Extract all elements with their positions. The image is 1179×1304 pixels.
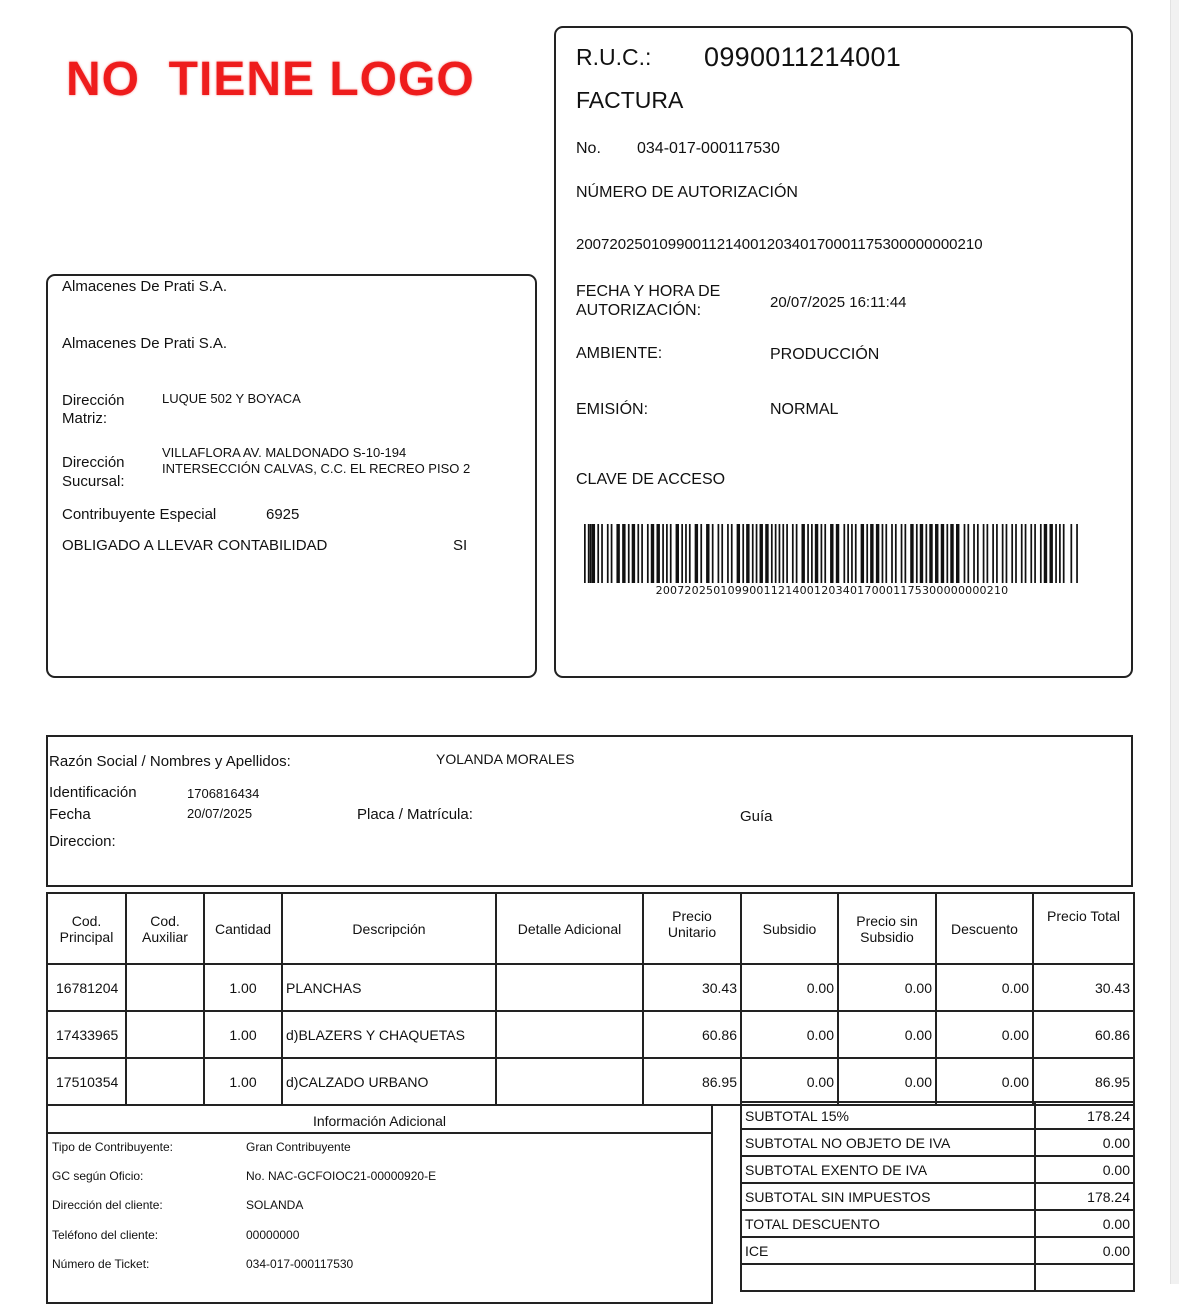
info-label-gc-office: GC según Oficio: (52, 1169, 144, 1183)
info-label-client-address: Dirección del cliente: (52, 1198, 163, 1212)
customer-id-label: Identificación (49, 784, 137, 801)
item-code: 17510354 (47, 1058, 126, 1105)
totals-value: 0.00 (1035, 1210, 1134, 1237)
invoice-number: 034-017-000117530 (637, 140, 780, 157)
emission-label: EMISIÓN: (576, 401, 649, 418)
item-code: 17433965 (47, 1011, 126, 1058)
item-unit-price: 86.95 (643, 1058, 741, 1105)
item-total: 30.43 (1033, 964, 1134, 1011)
item-aux-code (126, 964, 204, 1011)
item-quantity: 1.00 (204, 1058, 282, 1105)
table-row (47, 1058, 1134, 1105)
authorization-number: 2007202501099001121400120340170001175300000000210 (576, 236, 983, 253)
environment-label: AMBIENTE: (576, 345, 663, 362)
branch-address-label: Dirección Sucursal: (62, 454, 125, 490)
totals-label: SUBTOTAL NO OBJETO DE IVA (741, 1129, 1035, 1156)
info-label-taxpayer-type: Tipo de Contribuyente: (52, 1140, 173, 1154)
customer-date: 20/07/2025 (187, 806, 253, 821)
col-header-price-no-subsidy: Precio sin Subsidio (838, 893, 936, 964)
issuer-trade-name: Almacenes De Prati S.A. (62, 335, 228, 352)
access-key-label: CLAVE DE ACCESO (576, 471, 726, 488)
authorization-date-label: FECHA Y HORA DE AUTORIZACIÓN: (576, 283, 721, 319)
totals-value: 178.24 (1035, 1183, 1134, 1210)
special-taxpayer-value: 6925 (266, 506, 300, 523)
item-quantity: 1.00 (204, 964, 282, 1011)
item-discount: 0.00 (936, 964, 1033, 1011)
table-row (47, 964, 1134, 1011)
item-price-no-subsidy: 0.00 (838, 964, 936, 1011)
info-value-ticket-number: 034-017-000117530 (246, 1257, 354, 1271)
totals-row (741, 1102, 1134, 1129)
item-total: 86.95 (1033, 1058, 1134, 1105)
info-value-gc-office: No. NAC-GCFOIOC21-00000920-E (246, 1169, 437, 1183)
totals-row (741, 1210, 1134, 1237)
table-row (47, 1011, 1134, 1058)
col-header-subsidy: Subsidio (741, 893, 838, 964)
customer-id: 1706816434 (187, 786, 260, 801)
items-header-row (47, 893, 1134, 964)
item-description: PLANCHAS (282, 964, 496, 1011)
customer-name-label: Razón Social / Nombres y Apellidos: (49, 753, 291, 770)
totals-row (741, 1129, 1134, 1156)
col-header-total: Precio Total (1033, 893, 1134, 964)
totals-label: TOTAL DESCUENTO (741, 1210, 1035, 1237)
item-subsidy: 0.00 (741, 964, 838, 1011)
totals-label: SUBTOTAL SIN IMPUESTOS (741, 1183, 1035, 1210)
authorization-label: NÚMERO DE AUTORIZACIÓN (576, 184, 798, 201)
ruc-label: R.U.C.: (576, 44, 652, 70)
col-header-description: Descripción (282, 893, 496, 964)
customer-date-label: Fecha (49, 806, 91, 823)
hq-address: LUQUE 502 Y BOYACA (162, 391, 301, 406)
totals-row (741, 1237, 1134, 1264)
item-discount: 0.00 (936, 1011, 1033, 1058)
info-value-client-phone: 00000000 (246, 1228, 300, 1242)
document-type: FACTURA (576, 87, 684, 113)
additional-info-divider (46, 1132, 713, 1134)
page-edge (1170, 0, 1179, 1284)
barcode-text: 2007202501099001121400120340170001175300000000210 (655, 584, 1009, 597)
hq-address-label: Dirección Matriz: (62, 392, 125, 427)
info-label-client-phone: Teléfono del cliente: (52, 1228, 159, 1242)
totals-label: SUBTOTAL EXENTO DE IVA (741, 1156, 1035, 1183)
access-key-barcode (584, 524, 1080, 583)
item-code: 16781204 (47, 964, 126, 1011)
col-header-unit-price: Precio Unitario (643, 893, 741, 964)
item-subsidy: 0.00 (741, 1058, 838, 1105)
info-value-client-address: SOLANDA (246, 1198, 304, 1212)
item-aux-code (126, 1058, 204, 1105)
item-quantity: 1.00 (204, 1011, 282, 1058)
accounting-value: SI (453, 537, 468, 554)
item-price-no-subsidy: 0.00 (838, 1058, 936, 1105)
col-header-discount: Descuento (936, 893, 1033, 964)
item-description: d)BLAZERS Y CHAQUETAS (282, 1011, 496, 1058)
totals-value: 178.24 (1035, 1102, 1134, 1129)
totals-value: 0.00 (1035, 1237, 1134, 1264)
info-value-taxpayer-type: Gran Contribuyente (246, 1140, 351, 1154)
totals-row (741, 1156, 1134, 1183)
guide-label: Guía (740, 808, 773, 825)
accounting-label: OBLIGADO A LLEVAR CONTABILIDAD (62, 537, 328, 554)
issuer-name: Almacenes De Prati S.A. (62, 278, 228, 295)
totals-label: SUBTOTAL 15% (741, 1102, 1035, 1129)
item-unit-price: 60.86 (643, 1011, 741, 1058)
item-total: 60.86 (1033, 1011, 1134, 1058)
item-detail (496, 964, 643, 1011)
col-header-quantity: Cantidad (204, 893, 282, 964)
environment-value: PRODUCCIÓN (770, 346, 880, 363)
logo-placeholder: NO TIENE LOGO (66, 53, 475, 106)
customer-address-label: Direccion: (49, 833, 116, 850)
info-label-ticket-number: Número de Ticket: (52, 1257, 150, 1271)
special-taxpayer-label: Contribuyente Especial (62, 506, 217, 523)
totals-value: 0.00 (1035, 1129, 1134, 1156)
totals-table (740, 1101, 1135, 1292)
item-subsidy: 0.00 (741, 1011, 838, 1058)
items-table (46, 892, 1135, 1106)
ruc-value: 0990011214001 (704, 42, 902, 72)
item-detail (496, 1011, 643, 1058)
item-price-no-subsidy: 0.00 (838, 1011, 936, 1058)
item-unit-price: 30.43 (643, 964, 741, 1011)
totals-row-cut (741, 1264, 1134, 1291)
emission-value: NORMAL (770, 401, 839, 418)
col-header-detail: Detalle Adicional (496, 893, 643, 964)
item-detail (496, 1058, 643, 1105)
totals-label: ICE (741, 1237, 1035, 1264)
item-description: d)CALZADO URBANO (282, 1058, 496, 1105)
customer-name: YOLANDA MORALES (436, 751, 575, 767)
plate-label: Placa / Matrícula: (357, 806, 473, 823)
additional-info-title: Información Adicional (312, 1113, 447, 1129)
totals-value: 0.00 (1035, 1156, 1134, 1183)
authorization-date: 20/07/2025 16:11:44 (770, 294, 907, 311)
item-aux-code (126, 1011, 204, 1058)
item-discount: 0.00 (936, 1058, 1033, 1105)
col-header-code: Cod. Principal (47, 893, 126, 964)
invoice-number-label: No. (576, 140, 601, 157)
totals-row (741, 1183, 1134, 1210)
col-header-aux-code: Cod. Auxiliar (126, 893, 204, 964)
branch-address: VILLAFLORA AV. MALDONADO S-10-194 INTERSECCIÓN CALVAS, C.C. EL RECREO PISO 2 (162, 445, 471, 476)
